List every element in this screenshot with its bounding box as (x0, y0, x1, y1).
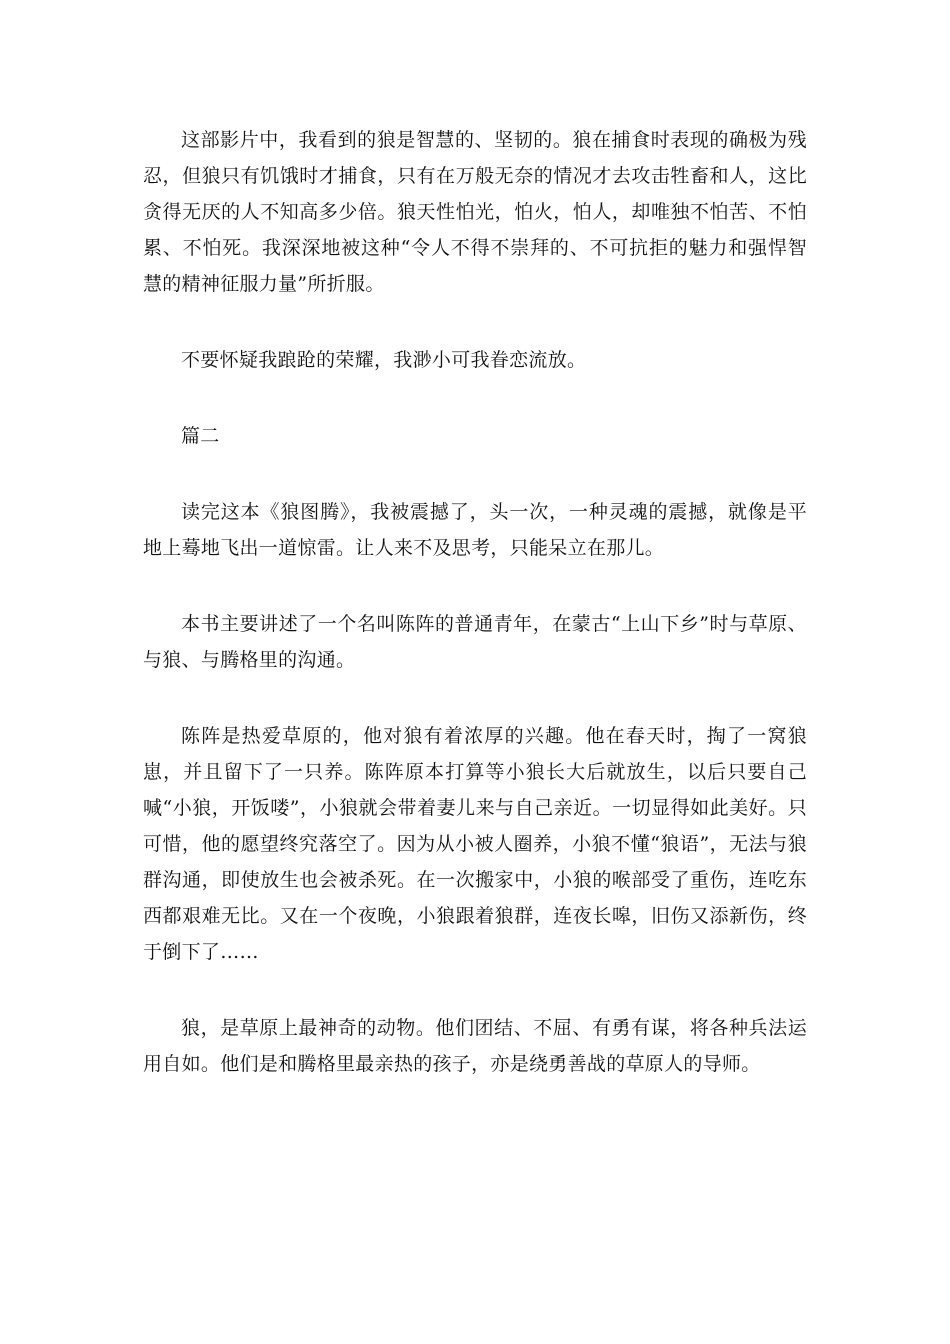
paragraph-wolf: 狼，是草原上最神奇的动物。他们团结、不屈、有勇有谋，将各种兵法运用自如。他们是和腾格里最亲热的孩子，亦是绕勇善战的草原人的导师。 (143, 1017, 807, 1075)
paragraph-intro: 读完这本《狼图腾》，我被震撼了，头一次，一种灵魂的震撼，就像是平地上蓦地飞出一道惊雷。让人来不及思考，只能呆立在那儿。 (143, 501, 807, 559)
paragraph-quote: 不要怀疑我踉跄的荣耀，我渺小可我眷恋流放。 (181, 349, 587, 371)
paragraph-summary: 本书主要讲述了一个名叫陈阵的普通青年，在蒙古“上山下乡”时与草原、与狼、与腾格里的沟通。 (143, 613, 807, 671)
section-heading: 篇二 (181, 425, 220, 447)
document-body (143, 122, 807, 1122)
paragraph-film-reflection: 这部影片中，我看到的狼是智慧的、坚韧的。狼在捕食时表现的确极为残忍，但狼只有饥饿时才捕食，只有在万般无奈的情况才去攻击牲畜和人，这比贪得无厌的人不知高多少倍。狼天性怕光，怕火，怕人，却唯独不怕苦、不怕累、不怕死。我深深地被这种“令人不得不崇拜的、不可抗拒的魅力和强悍智慧的精神征服力量”所折服。 (143, 129, 807, 295)
paragraph-story: 陈阵是热爱草原的，他对狼有着浓厚的兴趣。他在春天时，掏了一窝狼崽，并且留下了一只养。陈阵原本打算等小狼长大后就放生，以后只要自己喊“小狼，开饭喽”，小狼就会带着妻儿来与自己亲近。一切显得如此美好。只可惜，他的愿望终究落空了。因为从小被人圈养，小狼不懂“狼语”，无法与狼群沟通，即使放生也会被杀死。在一次搬家中，小狼的喉部受了重伤，连吃东西都艰难无比。又在一个夜晚，小狼跟着狼群，连夜长嗥，旧伤又添新伤，终于倒下了…… (143, 725, 807, 963)
